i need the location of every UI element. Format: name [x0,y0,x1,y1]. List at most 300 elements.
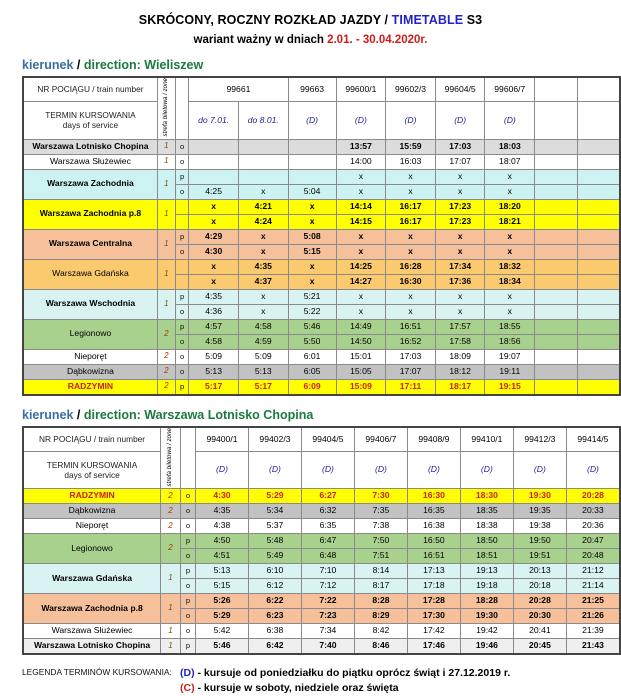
time-cell: 21:12 [566,564,620,579]
service-period-cell [577,102,620,139]
time-cell: 6:27 [301,489,354,504]
table-row [23,154,620,169]
table-row [23,594,620,609]
arrival-departure-cell [175,259,188,274]
time-cell: 6:12 [248,579,301,594]
time-cell: x [189,274,239,289]
time-cell: 6:32 [301,504,354,519]
time-cell: x [336,244,386,259]
service-period-cell: (D) [566,451,620,488]
time-cell: 17:07 [386,364,436,379]
arrival-departure-cell: p [175,289,188,304]
legend-text: - kursuje od poniedziałku do piątku oprócz świąt i 27.12.2019 r. [194,667,511,679]
table-row [23,624,620,639]
time-cell: 7:35 [354,504,407,519]
time-cell: 5:17 [189,379,239,395]
legend-text: - kursuje w soboty, niedziele oraz święta [194,682,399,695]
station-name-cell: Nieporęt [23,349,157,364]
time-cell: 14:27 [336,274,386,289]
time-cell: x [336,304,386,319]
arrival-departure-cell: o [175,139,188,154]
station-name-cell: Warszawa Gdańska [23,564,161,594]
time-cell: x [288,214,336,229]
days-of-service-en: days of service [62,120,119,131]
time-cell: 16:51 [407,549,460,564]
time-cell: 18:56 [485,334,535,349]
time-cell: 19:38 [513,519,566,534]
days-of-service-pl: TERMIN KURSOWANIA [46,459,138,470]
table-row [23,534,620,549]
direction-city-1: Wieliszew [144,58,204,72]
title-english: TIMETABLE [391,13,464,27]
arrival-departure-cell: o [175,334,188,349]
arrival-departure-cell: o [180,504,195,519]
train-number-cell: 99412/3 [513,427,566,452]
station-name-cell: Warszawa Lotnisko Chopina [23,639,161,655]
arrival-departure-cell [175,214,188,229]
time-cell: 5:13 [189,364,239,379]
time-cell: 4:30 [195,489,248,504]
time-cell: 17:46 [407,639,460,655]
time-cell: 17:57 [435,319,485,334]
time-cell: 17:34 [435,259,485,274]
time-cell: 20:47 [566,534,620,549]
time-cell: 5:46 [288,319,336,334]
station-name-cell: Warszawa Centralna [23,229,157,259]
time-cell [535,139,577,154]
time-cell: 20:36 [566,519,620,534]
service-period-cell: (D) [301,451,354,488]
time-cell: 6:42 [248,639,301,655]
time-cell [238,169,288,184]
time-cell [535,199,577,214]
service-period-cell: do 8.01. [238,102,288,139]
header-train-number-label: NR POCIĄGU / train number [23,427,161,452]
time-cell: 8:46 [354,639,407,655]
table-row [23,319,620,334]
legend-title: LEGENDA TERMINÓW KURSOWANIA: [22,667,172,677]
station-name-cell: Warszawa Wschodnia [23,289,157,319]
direction-city-2: Warszawa Lotnisko Chopina [144,407,314,422]
legend-entry [180,666,510,681]
days-of-service-pl: TERMIN KURSOWANIA [45,110,136,121]
subtitle-prefix: wariant ważny w dniach [193,34,328,46]
time-cell [535,214,577,229]
arrival-departure-cell [175,274,188,289]
table-row [23,639,620,655]
time-cell [577,214,620,229]
time-cell: x [386,244,436,259]
time-cell [535,289,577,304]
time-cell: x [336,184,386,199]
time-cell: x [485,169,535,184]
time-cell: 18:09 [435,349,485,364]
time-cell [577,154,620,169]
time-cell: 4:25 [189,184,239,199]
time-cell: 5:09 [189,349,239,364]
table-row [23,564,620,579]
arrival-departure-cell: p [175,379,188,395]
time-cell [577,334,620,349]
time-cell: 18:30 [460,489,513,504]
service-period-cell: (D) [513,451,566,488]
time-cell: 17:23 [435,199,485,214]
station-name-cell: Warszawa Zachodnia [23,169,157,199]
station-name-cell: Warszawa Zachodnia p.8 [23,199,157,229]
time-cell: 4:35 [195,504,248,519]
time-cell: 14:15 [336,214,386,229]
train-number-cell: 99663 [288,77,336,102]
service-period-cell: (D) [435,102,485,139]
time-cell: x [435,304,485,319]
time-cell: 7:34 [301,624,354,639]
time-cell: 18:55 [485,319,535,334]
service-period-cell: do 7.01. [189,102,239,139]
fare-zone-cell: 1 [157,229,175,259]
station-name-cell: Warszawa Zachodnia p.8 [23,594,161,624]
train-number-cell: 99400/1 [195,427,248,452]
service-period-cell: (D) [195,451,248,488]
page-title [0,13,621,27]
time-cell: x [189,214,239,229]
time-cell: 4:51 [195,549,248,564]
fare-zone-cell: 2 [161,504,181,519]
direction-sep-1: / [73,58,84,72]
time-cell: 5:26 [195,594,248,609]
time-cell: 14:50 [336,334,386,349]
timetable-page [0,13,621,695]
station-name-cell: Dąbkowizna [23,364,157,379]
arrival-departure-cell: p [180,534,195,549]
time-cell: 19:30 [460,609,513,624]
time-cell: 4:24 [238,214,288,229]
title-polish: SKRÓCONY, ROCZNY ROZKŁAD JAZDY [138,13,381,27]
time-cell: x [485,229,535,244]
arrival-departure-cell: o [180,609,195,624]
time-cell: x [435,169,485,184]
time-cell: 5:09 [238,349,288,364]
fare-zone-cell: 2 [157,349,175,364]
legend [22,666,621,696]
time-cell: 7:51 [354,549,407,564]
table-row [23,349,620,364]
time-cell: 7:38 [354,519,407,534]
time-cell [288,154,336,169]
time-cell: 16:30 [407,489,460,504]
time-cell: 17:18 [407,579,460,594]
time-cell: 16:51 [386,319,436,334]
time-cell: 19:11 [485,364,535,379]
legend-code: (D) [180,667,195,679]
time-cell: x [238,304,288,319]
arrival-departure-cell: p [175,319,188,334]
time-cell: 17:28 [407,594,460,609]
time-cell: 18:28 [460,594,513,609]
time-cell: 18:12 [435,364,485,379]
station-name-cell: Warszawa Służewiec [23,624,161,639]
time-cell [288,139,336,154]
arrival-departure-cell: p [180,564,195,579]
time-cell: 16:35 [407,504,460,519]
arrival-departure-cell: p [175,229,188,244]
time-cell [189,154,239,169]
time-cell: x [238,244,288,259]
time-cell: 5:21 [288,289,336,304]
time-cell [238,139,288,154]
station-name-cell: Dąbkowizna [23,504,161,519]
time-cell: 14:00 [336,154,386,169]
train-number-cell: 99604/5 [435,77,485,102]
header-row-train-numbers [23,77,620,102]
train-number-cell: 99414/5 [566,427,620,452]
time-cell: 19:07 [485,349,535,364]
time-cell: 18:35 [460,504,513,519]
legend-entry [180,681,510,696]
time-cell: 8:28 [354,594,407,609]
time-cell: 18:51 [460,549,513,564]
time-cell [535,154,577,169]
time-cell: 6:01 [288,349,336,364]
time-cell: x [336,169,386,184]
time-cell [238,154,288,169]
time-cell: 5:34 [248,504,301,519]
service-period-cell: (D) [288,102,336,139]
time-cell: 5:49 [248,549,301,564]
time-cell: 19:50 [513,534,566,549]
header-arrdep-label [175,77,188,139]
table-row [23,139,620,154]
train-number-cell: 99402/3 [248,427,301,452]
service-period-cell: (D) [354,451,407,488]
station-name-cell: Legionowo [23,319,157,349]
time-cell: 20:13 [513,564,566,579]
time-cell [577,169,620,184]
time-cell: 7:40 [301,639,354,655]
fare-zone-cell: 1 [161,594,181,624]
time-cell: 20:28 [513,594,566,609]
time-cell: 17:23 [435,214,485,229]
time-cell: x [189,199,239,214]
fare-zone-cell: 1 [157,169,175,199]
arrival-departure-cell: o [175,364,188,379]
arrival-departure-cell: o [180,579,195,594]
time-cell [535,304,577,319]
time-cell: 20:41 [513,624,566,639]
time-cell [535,334,577,349]
service-period-cell: (D) [386,102,436,139]
time-cell: 19:30 [513,489,566,504]
time-cell: 5:17 [238,379,288,395]
time-cell: 19:15 [485,379,535,395]
station-name-cell: RADZYMIN [23,489,161,504]
time-cell: 5:13 [238,364,288,379]
station-name-cell: Legionowo [23,534,161,564]
time-cell: 18:07 [485,154,535,169]
time-cell: 5:50 [288,334,336,349]
time-cell: 7:50 [354,534,407,549]
time-cell: 7:22 [301,594,354,609]
time-cell: x [288,199,336,214]
time-cell: x [288,259,336,274]
train-number-cell [535,77,577,102]
time-cell [535,274,577,289]
time-cell: 18:20 [485,199,535,214]
time-cell: 6:10 [248,564,301,579]
time-cell: 4:58 [189,334,239,349]
time-cell: 17:07 [435,154,485,169]
service-period-cell [535,102,577,139]
time-cell: 20:18 [513,579,566,594]
time-cell [535,169,577,184]
train-number-cell: 99410/1 [460,427,513,452]
train-number-cell: 99404/5 [301,427,354,452]
time-cell [535,259,577,274]
time-cell: x [435,184,485,199]
arrival-departure-cell: o [180,549,195,564]
station-name-cell: Nieporęt [23,519,161,534]
time-cell: 20:28 [566,489,620,504]
time-cell: 5:15 [195,579,248,594]
time-cell: 4:59 [238,334,288,349]
time-cell: 5:29 [248,489,301,504]
time-cell: 7:30 [354,489,407,504]
time-cell: x [288,274,336,289]
title-separator: / [380,13,392,27]
station-name-cell: RADZYMIN [23,379,157,395]
page-subtitle [0,34,621,46]
fare-zone-cell: 1 [161,639,181,655]
time-cell: 16:03 [386,154,436,169]
time-cell: x [238,289,288,304]
time-cell: 4:58 [238,319,288,334]
time-cell: 19:42 [460,624,513,639]
time-cell: 14:49 [336,319,386,334]
time-cell [577,379,620,395]
time-cell: x [336,289,386,304]
time-cell: 8:29 [354,609,407,624]
title-line-code: S3 [466,13,483,27]
fare-zone-cell: 2 [157,379,175,395]
time-cell: 16:50 [407,534,460,549]
time-cell: 8:14 [354,564,407,579]
train-number-cell: 99602/3 [386,77,436,102]
fare-zone-cell: 1 [157,139,175,154]
table-row [23,379,620,395]
arrival-departure-cell: p [175,169,188,184]
time-cell: 7:10 [301,564,354,579]
time-cell [535,379,577,395]
time-cell: 4:36 [189,304,239,319]
table-row [23,169,620,184]
time-cell: 16:30 [386,274,436,289]
fare-zone-cell: 2 [161,489,181,504]
header-row-days-of-service [23,102,620,139]
time-cell: 4:29 [189,229,239,244]
time-cell [535,184,577,199]
time-cell: 5:29 [195,609,248,624]
service-period-cell: (D) [248,451,301,488]
time-cell [577,244,620,259]
time-cell: 6:48 [301,549,354,564]
time-cell: 7:23 [301,609,354,624]
train-number-cell: 99408/9 [407,427,460,452]
time-cell [535,319,577,334]
table-row [23,519,620,534]
time-cell: 14:25 [336,259,386,274]
arrival-departure-cell: o [180,624,195,639]
time-cell: 5:46 [195,639,248,655]
time-cell: x [238,229,288,244]
time-cell: x [485,289,535,304]
train-number-cell: 99600/1 [336,77,386,102]
table-row [23,364,620,379]
time-cell [577,274,620,289]
table-row [23,504,620,519]
time-cell: 4:57 [189,319,239,334]
time-cell: 17:11 [386,379,436,395]
train-number-cell: 99406/7 [354,427,407,452]
fare-zone-cell: 1 [157,289,175,319]
train-number-cell [577,77,620,102]
time-cell: 21:26 [566,609,620,624]
header-zone-label: strefa biletowa / zone [157,77,175,139]
header-zone-label: strefa biletowa / zone [161,427,181,489]
time-cell [535,349,577,364]
time-cell: 17:03 [435,139,485,154]
time-cell: 17:42 [407,624,460,639]
time-cell: 18:17 [435,379,485,395]
time-cell: 20:33 [566,504,620,519]
time-cell [577,289,620,304]
time-cell: 6:23 [248,609,301,624]
time-cell: 21:14 [566,579,620,594]
fare-zone-cell: 1 [161,624,181,639]
time-cell: x [386,229,436,244]
time-cell: 5:15 [288,244,336,259]
time-cell [577,319,620,334]
time-cell: 17:36 [435,274,485,289]
legend-code: (C) [180,682,195,695]
time-cell: x [386,184,436,199]
service-period-cell: (D) [407,451,460,488]
time-cell: 16:17 [386,199,436,214]
arrival-departure-cell: o [180,519,195,534]
train-number-cell: 99606/7 [485,77,535,102]
time-cell: 17:58 [435,334,485,349]
station-name-cell: Warszawa Gdańska [23,259,157,289]
time-cell: 14:14 [336,199,386,214]
time-cell: x [435,289,485,304]
time-cell: 4:35 [238,259,288,274]
fare-zone-cell: 2 [157,319,175,349]
table-row [23,259,620,274]
arrival-departure-cell: o [175,349,188,364]
time-cell: 4:30 [189,244,239,259]
time-cell [577,199,620,214]
time-cell: 5:04 [288,184,336,199]
time-cell [189,169,239,184]
time-cell: 4:37 [238,274,288,289]
header-row-train-numbers [23,427,620,452]
header-days-of-service-label [23,451,161,488]
direction-label-pl-2: kierunek [22,407,74,422]
time-cell: 15:59 [386,139,436,154]
time-cell: 20:48 [566,549,620,564]
time-cell: 6:22 [248,594,301,609]
time-cell: 18:21 [485,214,535,229]
direction-label-pl-1: kierunek [22,58,74,72]
fare-zone-cell: 1 [157,259,175,289]
